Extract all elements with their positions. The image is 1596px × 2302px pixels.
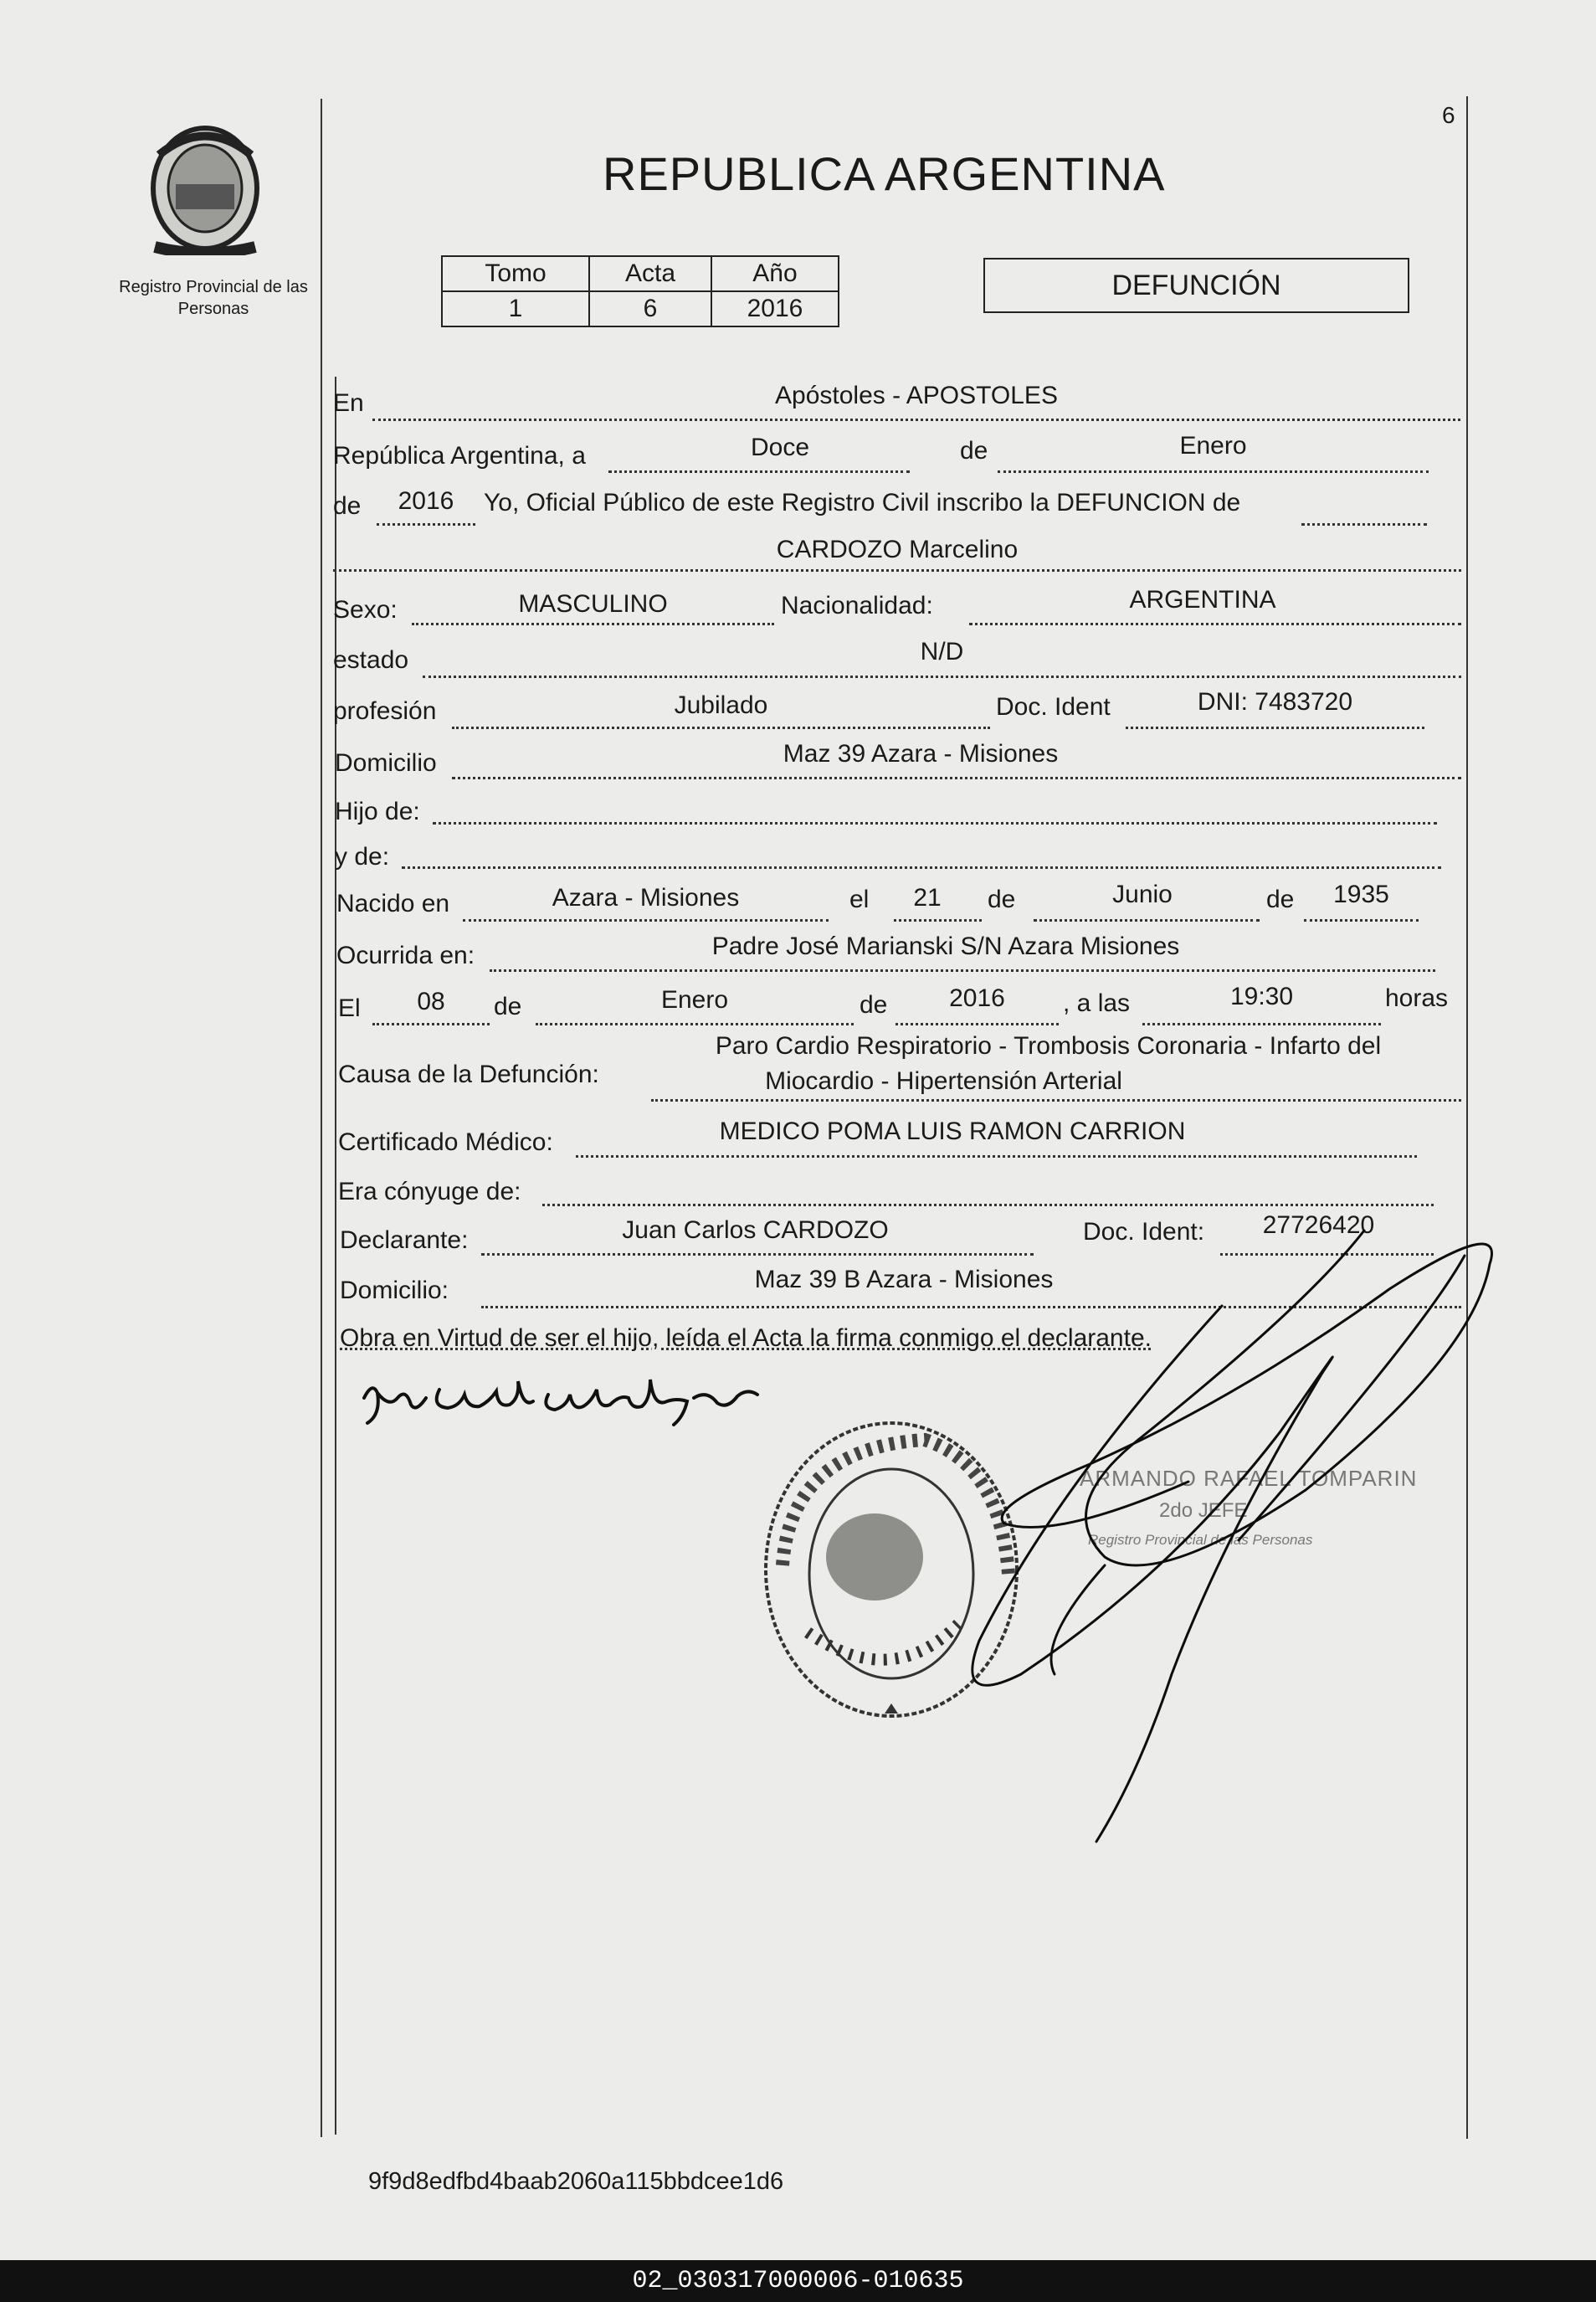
domicilio-label-2: Domicilio: xyxy=(340,1277,449,1304)
svg-text:Registro Provincial de las Per: Registro Provincial de las Personas xyxy=(1088,1532,1313,1548)
causa-value-line1: Paro Cardio Respiratorio - Trombosis Coronaria - Infarto del xyxy=(715,1032,1382,1060)
de-label-6: de xyxy=(860,991,888,1019)
hora-value: 19:30 xyxy=(1229,983,1294,1010)
el-label-2: El xyxy=(338,994,361,1022)
doc2-value: 27726420 xyxy=(1262,1211,1375,1239)
def-mes-value: Enero xyxy=(660,986,729,1014)
registry-name: Registro Provincial de las Personas xyxy=(119,278,308,318)
conyuge-label: Era cónyuge de: xyxy=(338,1178,521,1205)
de-label-3: de xyxy=(988,886,1016,913)
def-anio-value: 2016 xyxy=(949,984,1005,1012)
tomo-value: 1 xyxy=(442,291,589,326)
acta-header: Acta xyxy=(589,256,711,291)
en-label: En xyxy=(333,389,364,417)
de-label-2: de xyxy=(333,492,362,520)
tomo-header: Tomo xyxy=(442,256,589,291)
ocurrida-en-label: Ocurrida en: xyxy=(336,942,475,969)
hijo-de-field-line xyxy=(433,797,1437,825)
svg-text:ARMANDO RAFAEL TOMPARIN: ARMANDO RAFAEL TOMPARIN xyxy=(1080,1466,1418,1491)
nacionalidad-value: ARGENTINA xyxy=(1129,586,1276,614)
profesion-value: Jubilado xyxy=(674,691,768,719)
anio-value: 2016 xyxy=(711,291,839,326)
acta-value: 6 xyxy=(589,291,711,326)
doc-ident-label-2: Doc. Ident: xyxy=(1083,1218,1205,1246)
de-label: de xyxy=(960,437,988,465)
left-margin-rule xyxy=(321,99,322,2137)
anio-header: Año xyxy=(711,256,839,291)
def-dia-value: 08 xyxy=(417,988,445,1015)
causa-value-line2: Miocardio - Hipertensión Arterial xyxy=(765,1067,1122,1095)
ocurrida-en-value: Padre José Marianski S/N Azara Misiones xyxy=(711,933,1180,960)
anio-value: 2016 xyxy=(398,487,454,515)
document-hash: 9f9d8edfbd4baab2060a115bbdcee1d6 xyxy=(368,2168,784,2195)
declarante-label: Declarante: xyxy=(340,1226,469,1254)
profesion-label: profesión xyxy=(333,697,437,725)
republica-label: República Argentina, a xyxy=(333,442,586,470)
nac-dia-value: 21 xyxy=(913,884,942,912)
page-title: REPUBLICA ARGENTINA xyxy=(603,147,1166,200)
y-de-field-line xyxy=(402,841,1441,869)
nacionalidad-label: Nacionalidad: xyxy=(781,592,933,619)
estado-value: N/D xyxy=(920,638,964,665)
de-label-4: de xyxy=(1266,886,1295,913)
page-number: 6 xyxy=(1442,102,1455,128)
nac-mes-value: Junio xyxy=(1112,881,1173,908)
y-de-label: y de: xyxy=(335,843,390,871)
hijo-de-label: Hijo de: xyxy=(335,798,420,825)
sexo-value: MASCULINO xyxy=(518,590,668,618)
sexo-label: Sexo: xyxy=(333,596,398,624)
certificado-label: Certificado Médico: xyxy=(338,1128,553,1156)
mes-value: Enero xyxy=(1179,432,1247,460)
svg-text:2do JEFE: 2do JEFE xyxy=(1159,1499,1248,1522)
doc-ident-label: Doc. Ident xyxy=(996,693,1111,721)
province-seal-logo xyxy=(138,121,272,255)
causa-label: Causa de la Defunción: xyxy=(338,1061,599,1088)
nacido-en-label: Nacido en xyxy=(336,890,450,917)
causa-field-line xyxy=(651,1074,1461,1102)
el-label: el xyxy=(849,886,870,913)
en-value: Apóstoles - APOSTOLES xyxy=(775,382,1058,409)
nac-anio-value: 1935 xyxy=(1333,881,1389,908)
inscribo-text: Yo, Oficial Público de este Registro Civil inscribo la DEFUNCION de xyxy=(484,489,1241,516)
official-signature-stamp xyxy=(887,1205,1548,1858)
conyuge-field-line xyxy=(542,1179,1434,1206)
a-las-label: , a las xyxy=(1063,989,1131,1017)
nacido-en-value: Azara - Misiones xyxy=(552,884,740,912)
left-form-rule xyxy=(335,377,336,2135)
footer-code-bar: 02_030317000006-010635 xyxy=(0,2260,1596,2302)
domicilio-value: Maz 39 Azara - Misiones xyxy=(783,740,1059,768)
declarant-signature xyxy=(356,1364,791,1440)
domicilio-label: Domicilio xyxy=(335,749,437,777)
defuncion-de-line xyxy=(1301,498,1427,526)
document-type-box: DEFUNCIÓN xyxy=(983,258,1409,313)
obra-virtud-text: Obra en Virtud de ser el hijo, leída el Acta la firma conmigo el declarante. xyxy=(340,1324,1152,1352)
estado-label: estado xyxy=(333,646,409,674)
declarante-value: Juan Carlos CARDOZO xyxy=(622,1216,889,1244)
dia-value: Doce xyxy=(750,434,810,461)
doc-value: DNI: 7483720 xyxy=(1197,688,1353,716)
domicilio2-value: Maz 39 B Azara - Misiones xyxy=(754,1266,1054,1293)
record-table xyxy=(441,255,839,327)
de-label-5: de xyxy=(494,993,522,1020)
certificado-value: MEDICO POMA LUIS RAMON CARRION xyxy=(719,1118,1186,1145)
horas-label: horas xyxy=(1385,984,1449,1012)
nombre-value: CARDOZO Marcelino xyxy=(776,536,1019,563)
